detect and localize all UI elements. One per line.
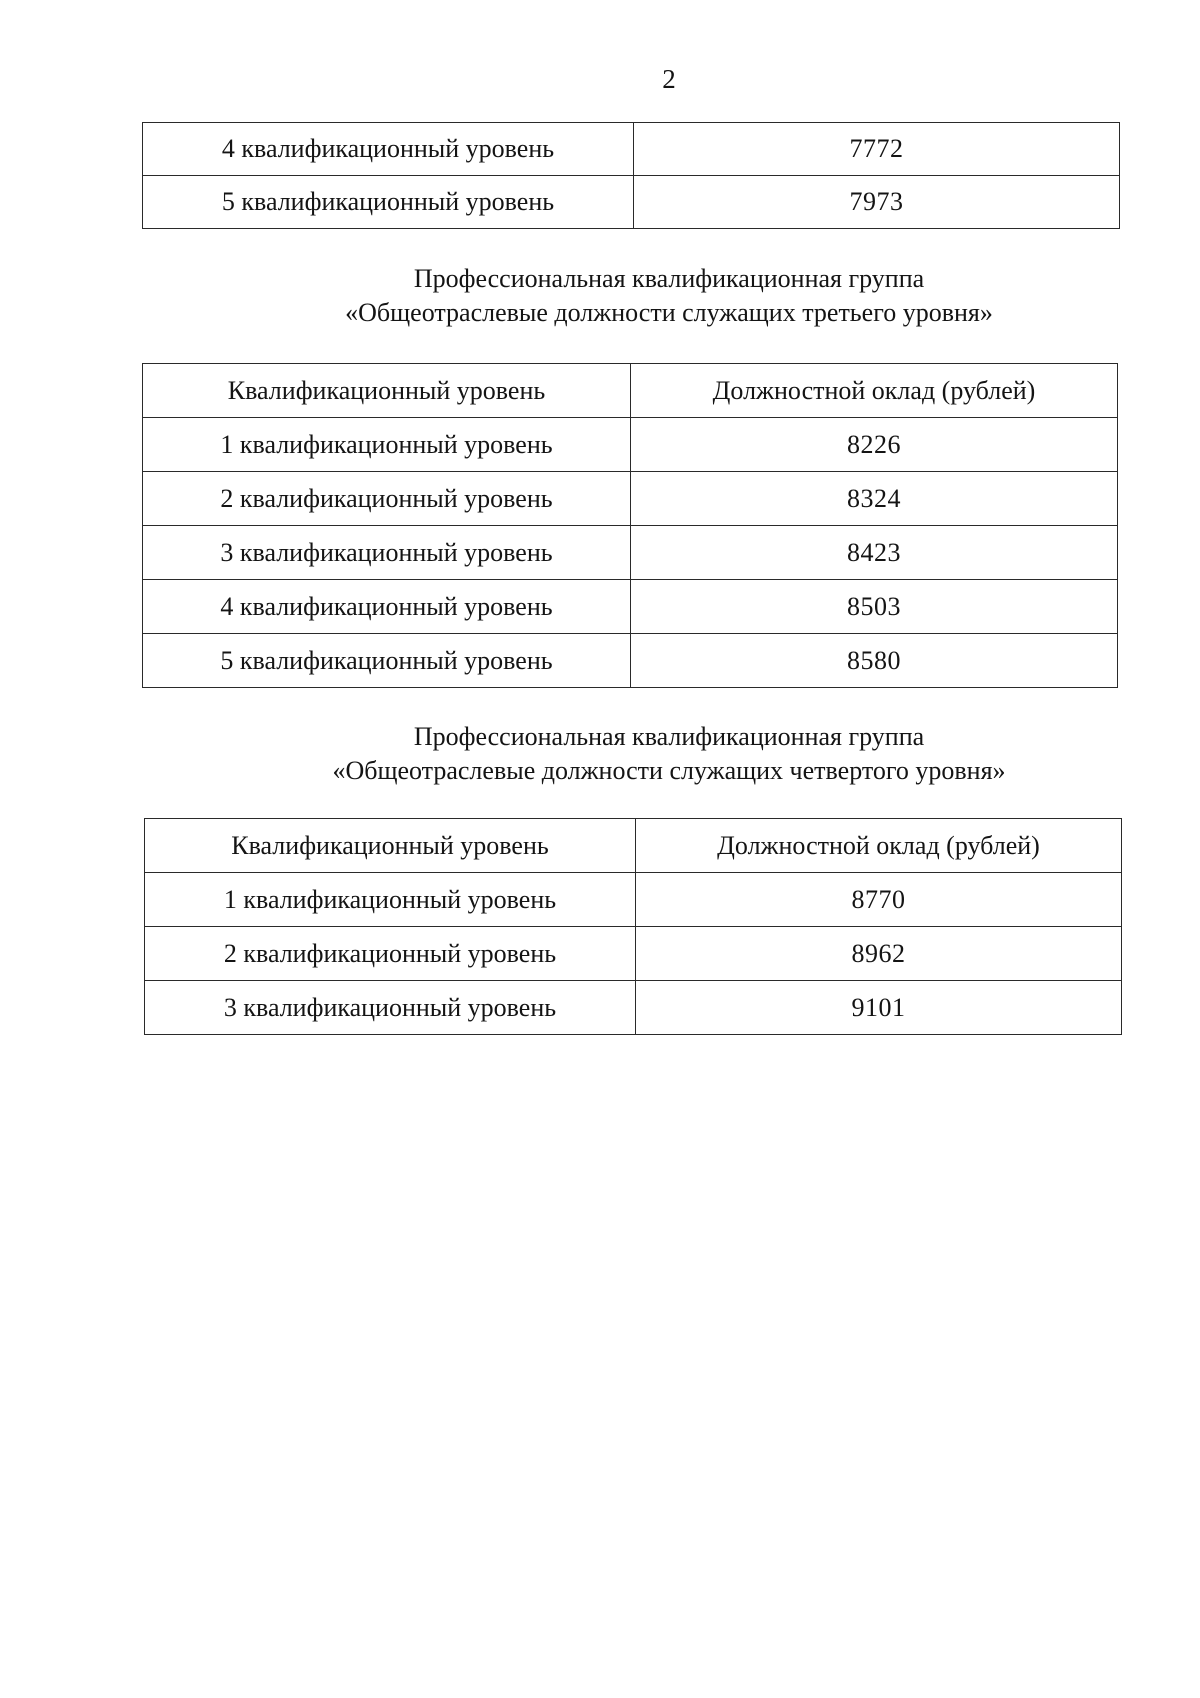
salary-cell: 8503 — [631, 580, 1118, 634]
salary-cell: 8770 — [636, 873, 1122, 927]
salary-cell: 7772 — [634, 123, 1120, 176]
level-cell: 3 квалификационный уровень — [145, 981, 636, 1035]
level-cell: 1 квалификационный уровень — [143, 418, 631, 472]
level-cell: 2 квалификационный уровень — [145, 927, 636, 981]
table-row — [143, 634, 1118, 688]
group-heading-third-level — [0, 262, 1200, 330]
salary-table-fourth-level — [144, 818, 1122, 1035]
table-row — [143, 526, 1118, 580]
column-header-salary: Должностной оклад (рублей) — [631, 364, 1118, 418]
salary-cell: 8324 — [631, 472, 1118, 526]
table-row — [145, 981, 1122, 1035]
table-row — [145, 927, 1122, 981]
group-heading-line: Профессиональная квалификационная группа — [413, 264, 925, 293]
salary-cell: 8962 — [636, 927, 1122, 981]
level-cell: 1 квалификационный уровень — [145, 873, 636, 927]
table-row — [143, 418, 1118, 472]
table-header-row — [145, 819, 1122, 873]
salary-cell: 8580 — [631, 634, 1118, 688]
level-cell: 5 квалификационный уровень — [143, 176, 634, 229]
table-row — [143, 472, 1118, 526]
table-row — [143, 176, 1120, 229]
table-header-row — [143, 364, 1118, 418]
salary-cell: 8226 — [631, 418, 1118, 472]
group-heading-title: «Общеотраслевые должности служащих четвертого уровня» — [332, 756, 1006, 785]
group-heading-title: «Общеотраслевые должности служащих третьего уровня» — [345, 298, 993, 327]
salary-cell: 8423 — [631, 526, 1118, 580]
group-heading-line: Профессиональная квалификационная группа — [413, 722, 925, 751]
page-number: 2 — [662, 64, 676, 94]
table-row — [143, 580, 1118, 634]
salary-table-third-level — [142, 363, 1118, 688]
group-heading-fourth-level — [0, 720, 1200, 788]
column-header-salary: Должностной оклад (рублей) — [636, 819, 1122, 873]
salary-cell: 9101 — [636, 981, 1122, 1035]
column-header-level: Квалификационный уровень — [145, 819, 636, 873]
level-cell: 3 квалификационный уровень — [143, 526, 631, 580]
level-cell: 4 квалификационный уровень — [143, 580, 631, 634]
table-row — [143, 123, 1120, 176]
level-cell: 5 квалификационный уровень — [143, 634, 631, 688]
table-row — [145, 873, 1122, 927]
level-cell: 2 квалификационный уровень — [143, 472, 631, 526]
salary-table-continued — [142, 122, 1120, 229]
level-cell: 4 квалификационный уровень — [143, 123, 634, 176]
salary-cell: 7973 — [634, 176, 1120, 229]
column-header-level: Квалификационный уровень — [143, 364, 631, 418]
